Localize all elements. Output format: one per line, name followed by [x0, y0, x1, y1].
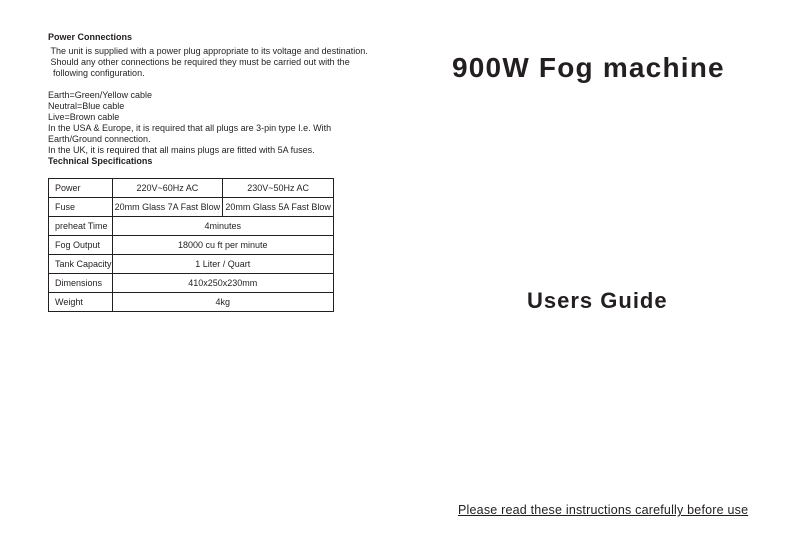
spec-value-power-b: 230V~50Hz AC: [223, 179, 334, 198]
spec-label-preheat: preheat Time: [49, 217, 113, 236]
power-connections-title: Power Connections: [48, 32, 133, 42]
spec-label-fuse: Fuse: [49, 198, 113, 217]
product-title: 900W Fog machine: [452, 52, 725, 83]
table-row-fog-output: [49, 236, 334, 255]
spec-value-dimensions: 410x250x230mm: [112, 274, 333, 293]
table-row-fuse: [49, 198, 334, 217]
spec-label-weight: Weight: [49, 293, 113, 312]
spec-label-dimensions: Dimensions: [49, 274, 113, 293]
plug-requirement-uk: In the UK, it is required that all mains plugs are fitted with 5A fuses.: [48, 145, 315, 155]
technical-specifications-title: Technical Specifications: [48, 156, 153, 166]
spec-value-fuse-b: 20mm Glass 5A Fast Blow: [223, 198, 334, 217]
read-instructions-note: Please read these instructions carefully before use: [458, 503, 749, 517]
spec-label-power: Power: [49, 179, 113, 198]
specifications-table: [48, 178, 334, 312]
spec-label-tank: Tank Capacity: [49, 255, 113, 274]
wiring-line-earth: Earth=Green/Yellow cable: [48, 90, 152, 100]
table-row-dimensions: [49, 274, 334, 293]
table-row-power: [49, 179, 334, 198]
spec-value-weight: 4kg: [112, 293, 333, 312]
plug-requirement-earth: Earth/Ground connection.: [48, 134, 151, 144]
spec-value-power-a: 220V~60Hz AC: [112, 179, 223, 198]
wiring-line-neutral: Neutral=Blue cable: [48, 101, 125, 111]
table-row-weight: [49, 293, 334, 312]
spec-value-fuse-a: 20mm Glass 7A Fast Blow: [112, 198, 223, 217]
spec-label-fog-output: Fog Output: [49, 236, 113, 255]
spec-value-fog-output: 18000 cu ft per minute: [112, 236, 333, 255]
spec-value-tank: 1 Liter / Quart: [112, 255, 333, 274]
power-connections-section: [48, 32, 378, 156]
plug-requirement-usa-europe: In the USA & Europe, it is required that all plugs are 3-pin type I.e. With: [48, 123, 332, 133]
spec-value-preheat: 4minutes: [112, 217, 333, 236]
power-connections-intro: The unit is supplied with a power plug appropriate to its voltage and destination. Should any other connections be required they must be carried out with the following configuration.: [50, 46, 368, 78]
table-row-tank: [49, 255, 334, 274]
users-guide-title: Users Guide: [527, 288, 668, 313]
table-row-preheat: [49, 217, 334, 236]
wiring-line-live: Live=Brown cable: [48, 112, 120, 122]
